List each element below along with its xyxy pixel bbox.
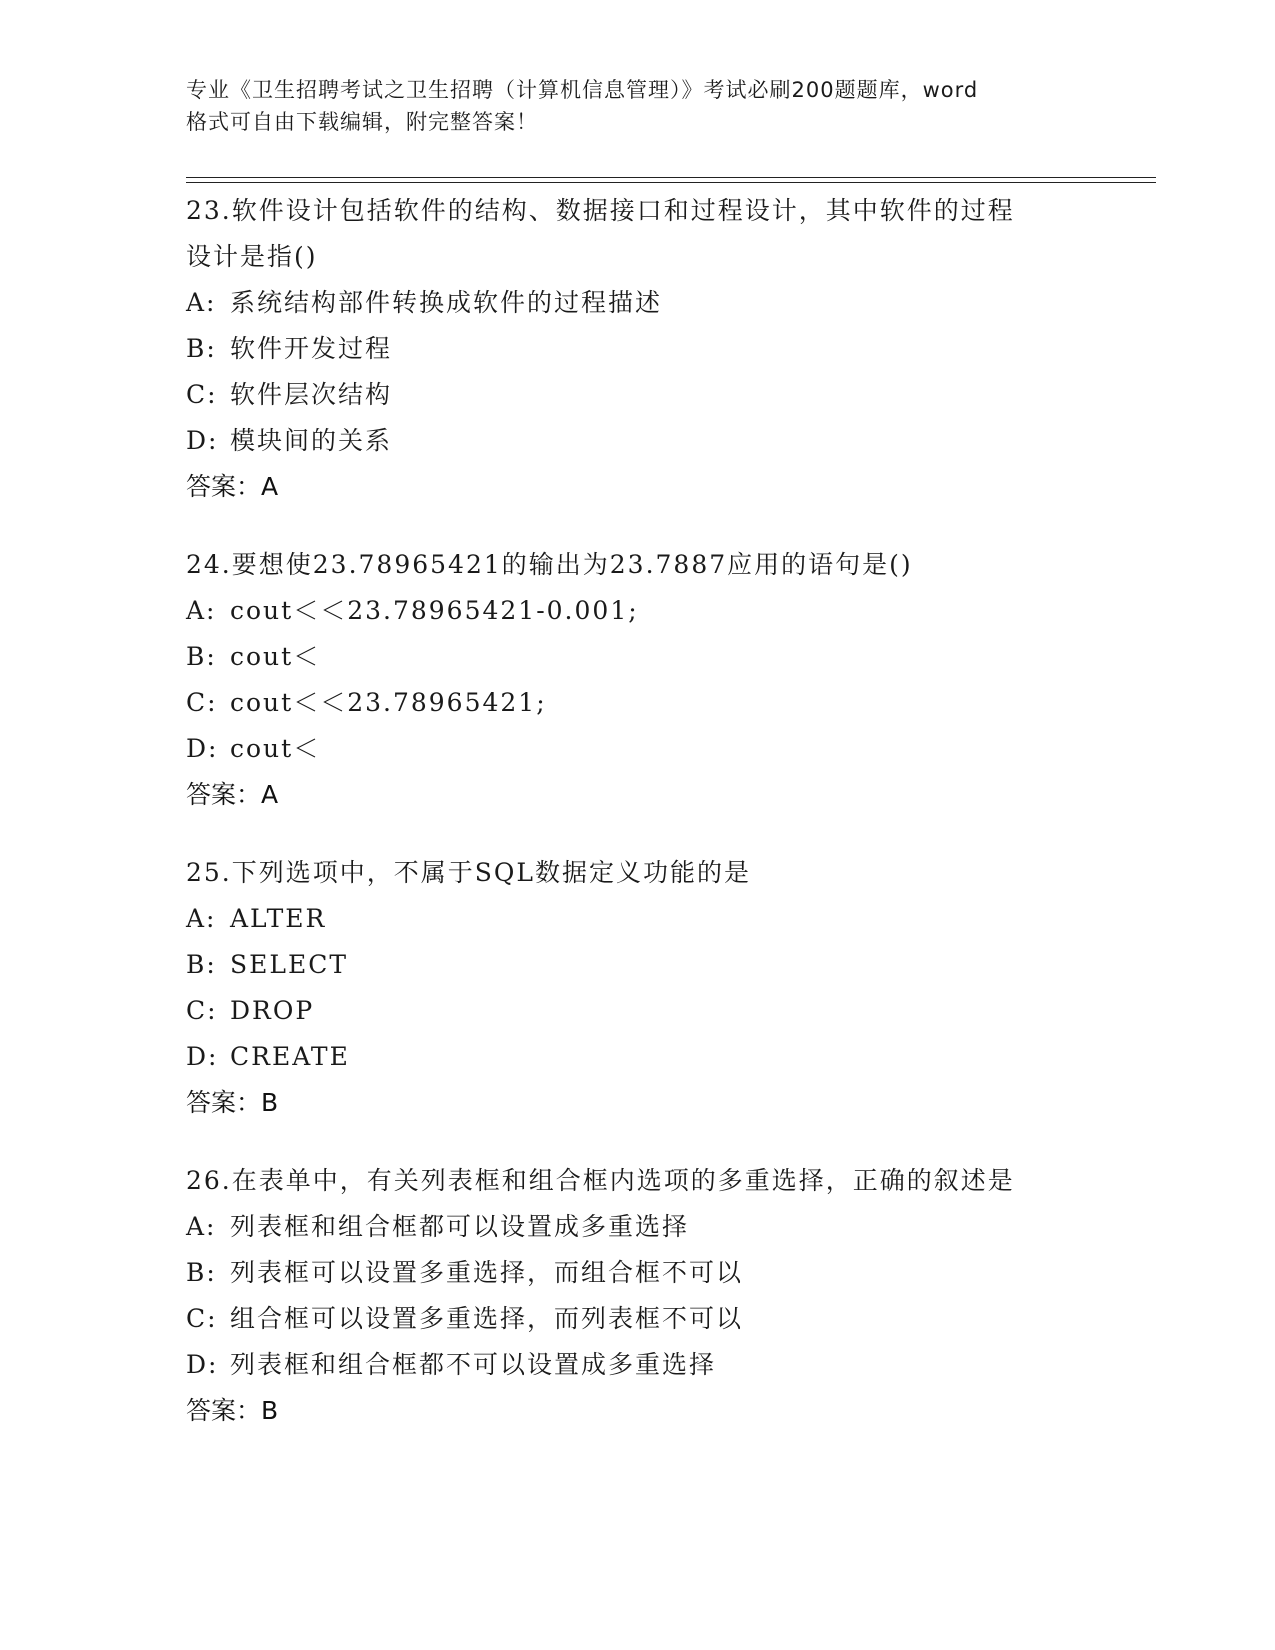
option-b — [186, 634, 1086, 680]
header-line-2: 格式可自由下载编辑，附完整答案！ — [186, 110, 538, 134]
option-a — [186, 588, 1086, 634]
option-label: C: — [186, 380, 218, 409]
question-text-line-1: 软件设计包括软件的结构、数据接口和过程设计，其中软件的过程 — [231, 196, 1015, 225]
option-d — [186, 1034, 1086, 1080]
question-number: 26. — [186, 1166, 232, 1195]
question-24 — [186, 542, 1086, 818]
option-b — [186, 942, 1086, 988]
question-number: 25. — [186, 858, 232, 887]
option-label: B: — [186, 1258, 217, 1287]
option-text: 软件层次结构 — [230, 380, 393, 409]
question-text-line-1: 要想使23.78965421的输出为23.7887应用的语句是() — [231, 550, 913, 579]
option-label: D: — [186, 1350, 219, 1379]
option-text: cout＜ — [230, 642, 321, 671]
option-text: 组合框可以设置多重选择，而列表框不可以 — [230, 1304, 744, 1333]
option-a — [186, 280, 1086, 326]
option-b — [186, 326, 1086, 372]
option-b — [186, 1250, 1086, 1296]
option-c — [186, 988, 1086, 1034]
option-label: A: — [186, 596, 217, 625]
option-text: 列表框可以设置多重选择，而组合框不可以 — [230, 1258, 744, 1287]
answer-line: 答案：A — [186, 472, 279, 501]
question-stem — [186, 850, 1086, 896]
question-text-line-1: 在表单中，有关列表框和组合框内选项的多重选择，正确的叙述是 — [231, 1166, 1015, 1195]
question-number: 23. — [186, 196, 232, 225]
option-label: D: — [186, 1042, 219, 1071]
option-text: cout＜ — [230, 734, 321, 763]
option-a — [186, 1204, 1086, 1250]
option-c — [186, 680, 1086, 726]
option-c — [186, 372, 1086, 418]
option-label: A: — [186, 904, 217, 933]
option-text: 模块间的关系 — [230, 426, 393, 455]
question-25 — [186, 850, 1086, 1126]
option-label: D: — [186, 734, 219, 763]
question-stem — [186, 542, 1086, 588]
option-label: C: — [186, 996, 218, 1025]
option-label: A: — [186, 1212, 217, 1241]
option-text: SELECT — [230, 950, 349, 979]
question-26 — [186, 1158, 1086, 1434]
option-c — [186, 1296, 1086, 1342]
option-label: C: — [186, 1304, 218, 1333]
option-label: B: — [186, 950, 217, 979]
option-label: B: — [186, 642, 217, 671]
question-text-line-1: 下列选项中，不属于SQL数据定义功能的是 — [231, 858, 751, 887]
option-text: ALTER — [230, 904, 327, 933]
option-text: DROP — [230, 996, 315, 1025]
question-text-line-2: 设计是指() — [186, 242, 318, 271]
answer-line: 答案：B — [186, 1396, 279, 1425]
option-d — [186, 418, 1086, 464]
option-text: 列表框和组合框都不可以设置成多重选择 — [230, 1350, 717, 1379]
option-a — [186, 896, 1086, 942]
option-label: A: — [186, 288, 217, 317]
option-d — [186, 726, 1086, 772]
option-text: 系统结构部件转换成软件的过程描述 — [230, 288, 663, 317]
question-stem — [186, 1158, 1086, 1204]
option-label: D: — [186, 426, 219, 455]
option-text: cout＜＜23.78965421; — [230, 688, 547, 717]
header-line-1: 专业《卫生招聘考试之卫生招聘（计算机信息管理）》考试必刷200题题库，word — [186, 78, 979, 102]
question-23 — [186, 188, 1086, 510]
question-number: 24. — [186, 550, 232, 579]
answer-line: 答案：A — [186, 780, 279, 809]
answer-line: 答案：B — [186, 1088, 279, 1117]
option-label: B: — [186, 334, 217, 363]
option-label: C: — [186, 688, 218, 717]
question-list — [186, 188, 1086, 1466]
option-text: 列表框和组合框都可以设置成多重选择 — [230, 1212, 690, 1241]
header-divider-bottom — [186, 182, 1156, 183]
document-header — [186, 74, 1086, 138]
option-text: 软件开发过程 — [230, 334, 393, 363]
header-divider-top — [186, 177, 1156, 178]
question-stem — [186, 188, 1086, 234]
option-text: cout＜＜23.78965421-0.001; — [230, 596, 639, 625]
option-text: CREATE — [230, 1042, 350, 1071]
option-d — [186, 1342, 1086, 1388]
